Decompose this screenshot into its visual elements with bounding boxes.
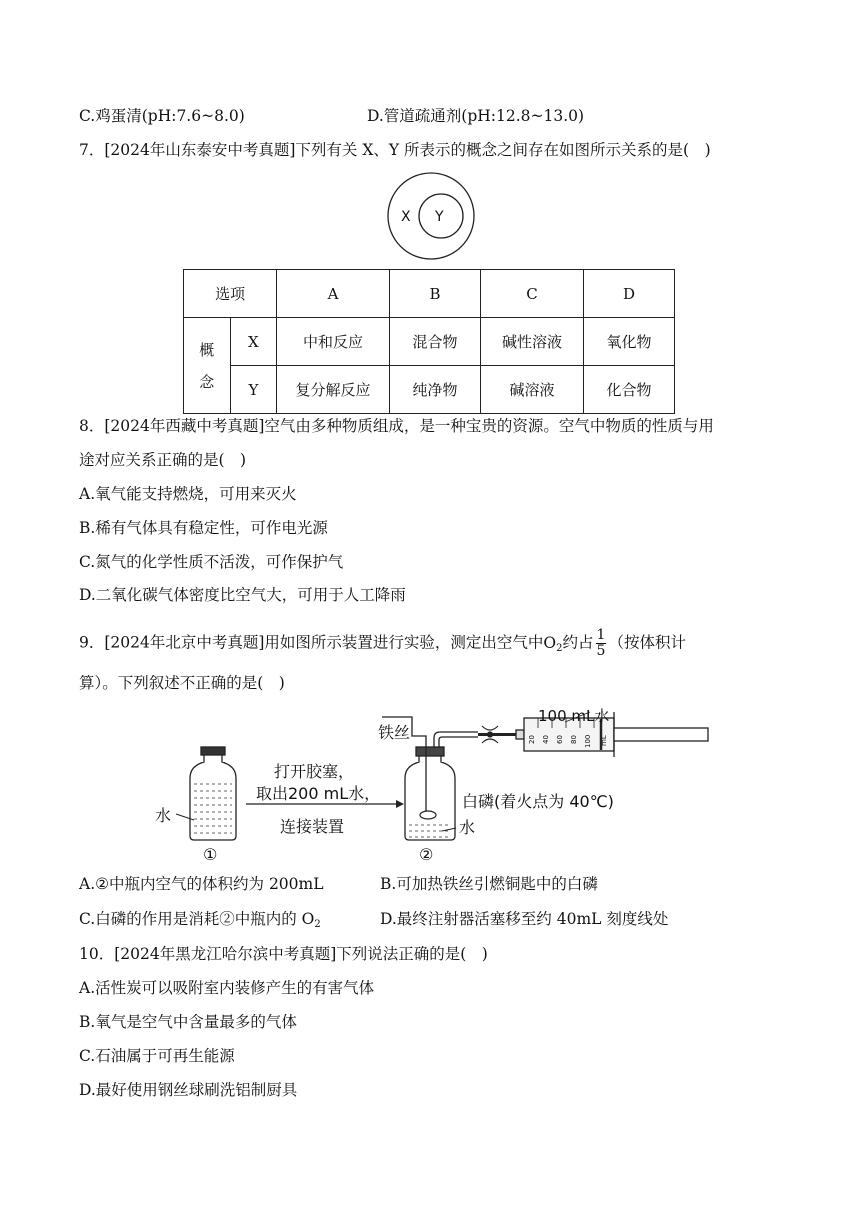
syringe-tick-80: 80 bbox=[570, 735, 578, 744]
q7-stem: 7．[2024年山东泰安中考真题]下列有关 X、Y 所表示的概念之间存在如图所示关系的是( ) bbox=[79, 141, 711, 159]
venn-label-y: Y bbox=[435, 209, 444, 225]
q10-option-d: D.最好使用钢丝球刷洗铝制厨具 bbox=[79, 1081, 298, 1099]
label-iron-wire: 铁丝 bbox=[378, 723, 411, 742]
q9-option-a: A.②中瓶内空气的体积约为 200mL bbox=[79, 875, 324, 893]
syringe-tick-60: 60 bbox=[556, 735, 564, 744]
table-row-y-key: Y bbox=[230, 366, 277, 414]
copper-spoon bbox=[420, 811, 436, 819]
q6-option-d: D.管道疏通剂(pH:12.8~13.0) bbox=[367, 107, 585, 125]
table-header-option: 选项 bbox=[184, 270, 277, 318]
table-cell: 氧化物 bbox=[583, 318, 674, 366]
venn-label-x: X bbox=[401, 209, 411, 225]
arrow-text-1: 打开胶塞， bbox=[274, 762, 355, 781]
syringe-tick-40: 40 bbox=[542, 735, 550, 744]
table-header-a: A bbox=[277, 270, 390, 318]
table-cell: 纯净物 bbox=[389, 366, 480, 414]
glass-tube bbox=[434, 732, 478, 748]
q9-option-d: D.最终注射器活塞移至约 40mL 刻度线处 bbox=[380, 910, 669, 928]
q8-option-c: C.氮气的化学性质不活泼，可作保护气 bbox=[79, 553, 344, 571]
o2-formula: $O_2$ bbox=[543, 633, 563, 654]
q8-stem-line1: 8．[2024年西藏中考真题]空气由多种物质组成，是一种宝贵的资源。空气中物质的性质与用 bbox=[79, 417, 714, 435]
q7-options-table bbox=[183, 269, 675, 414]
q9-option-c: C.白磷的作用是消耗②中瓶内的 $O_2$ bbox=[79, 910, 321, 930]
q10-stem: 10．[2024年黑龙江哈尔滨中考真题]下列说法正确的是( ) bbox=[79, 945, 488, 963]
q8-option-d: D.二氧化碳气体密度比空气大，可用于人工降雨 bbox=[79, 586, 406, 604]
table-cell: 碱性溶液 bbox=[481, 318, 584, 366]
q9-option-b: B.可加热铁丝引燃铜匙中的白磷 bbox=[380, 875, 598, 893]
syringe-tick-20: 20 bbox=[528, 735, 536, 744]
table-header-b: B bbox=[389, 270, 480, 318]
arrow-text-2: 取出200 mL水， bbox=[256, 784, 381, 803]
q9-stem-line1: 9．[2024年北京中考真题]用如图所示装置进行实验，测定出空气中$O_2$约占 $\frac{1}{5}$ （按体积计 bbox=[79, 627, 686, 659]
q6-option-c: C.鸡蛋清(pH:7.6~8.0) bbox=[79, 107, 245, 125]
q10-option-a: A.活性炭可以吸附室内装修产生的有害气体 bbox=[79, 979, 375, 997]
table-cell: 中和反应 bbox=[277, 318, 390, 366]
table-concept-label: 概 念 bbox=[184, 318, 231, 414]
table-row-x-key: X bbox=[230, 318, 277, 366]
table-cell: 混合物 bbox=[389, 318, 480, 366]
table-header-d: D bbox=[583, 270, 674, 318]
table-cell: 化合物 bbox=[583, 366, 674, 414]
q9-apparatus-figure bbox=[150, 700, 720, 868]
arrow-text-3: 连接装置 bbox=[280, 817, 345, 836]
label-white-phosphorus: 白磷(着火点为 40℃) bbox=[462, 792, 614, 811]
label-bottle-2: ② bbox=[419, 845, 434, 864]
syringe-tick-unit: mL bbox=[600, 735, 608, 746]
label-water-right: 水 bbox=[459, 818, 476, 837]
table-cell: 碱溶液 bbox=[481, 366, 584, 414]
q8-stem-line2: 途对应关系正确的是( ) bbox=[79, 451, 247, 469]
label-water-left: 水 bbox=[155, 806, 172, 825]
bottle-1-water bbox=[194, 784, 232, 833]
label-syringe-water: 100 mL水 bbox=[538, 707, 610, 725]
q8-option-b: B.稀有气体具有稳定性，可作电光源 bbox=[79, 519, 328, 537]
q9-stem-line2: 算）。下列叙述不正确的是( ) bbox=[79, 674, 285, 692]
q10-option-b: B.氧气是空气中含量最多的气体 bbox=[79, 1013, 297, 1031]
q7-venn-diagram bbox=[384, 171, 478, 261]
label-bottle-1: ① bbox=[203, 845, 218, 864]
q10-option-c: C.石油属于可再生能源 bbox=[79, 1047, 235, 1065]
bottle-2 bbox=[405, 747, 455, 840]
table-header-c: C bbox=[481, 270, 584, 318]
bottle-2-water bbox=[409, 825, 451, 837]
syringe-tick-100: 100 bbox=[584, 734, 592, 748]
q8-option-a: A.氧气能支持燃烧，可用来灭火 bbox=[79, 485, 297, 503]
table-cell: 复分解反应 bbox=[277, 366, 390, 414]
fraction-one-fifth: $\frac{1}{5}$ bbox=[596, 627, 606, 659]
